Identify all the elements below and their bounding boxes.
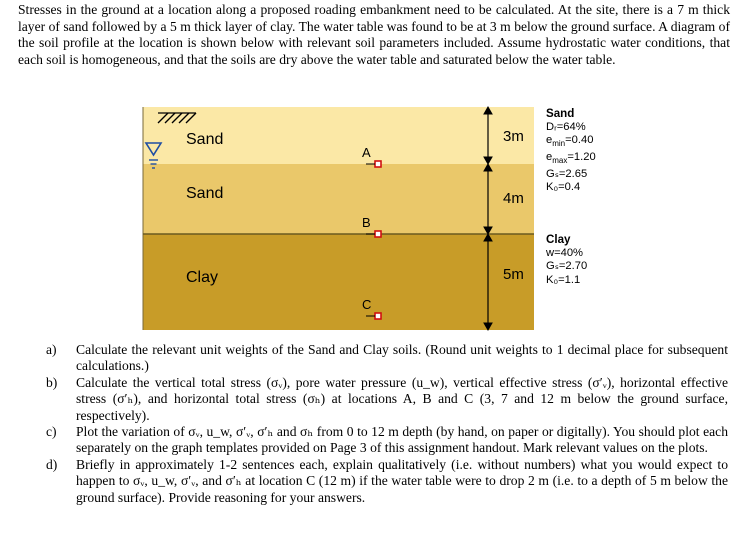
thickness-label-sand-upper: 3m xyxy=(503,128,524,145)
layer-label-clay: Clay xyxy=(186,269,219,286)
point-label-b: B xyxy=(362,215,371,230)
question-a-text: Calculate the relevant unit weights of the Sand and Clay soils. (Round unit weights to 1 decimal place for subsequent calculations.) xyxy=(76,342,728,374)
intro-paragraph: Stresses in the ground at a location along a proposed roading embankment need to be calculated. At the site, there is a 7 m thick layer of sand followed by a 5 m thick layer of clay. The water table was found to be at 3 m below the ground surface. A diagram of the soil profile at the location is shown below with relevant soil parameters included. Assume hydrostatic water conditions, that each soil is homogeneous, and that the soils are dry above the water table and saturated below the water table. xyxy=(18,2,730,67)
point-label-c: C xyxy=(362,297,372,312)
sand-param-emin: $e_{min}=0.40$ xyxy=(546,134,594,149)
soil-profile-diagram xyxy=(0,97,747,337)
clay-params-title: Clay xyxy=(546,233,571,246)
sand-parameters xyxy=(546,107,596,195)
thickness-label-clay: 5m xyxy=(503,266,524,283)
question-c-label: c) xyxy=(46,424,57,440)
question-d-label: d) xyxy=(46,456,58,472)
sand-param-dr: Dᵣ=64% xyxy=(546,120,586,133)
clay-param-w: w=40% xyxy=(546,246,584,259)
question-b-text: Calculate the vertical total stress (σᵥ), pore water pressure (u_w), vertical effective stress (σ′ᵥ), horizontal effective stress (σ′ₕ), and horizontal total stress (σₕ) at locations A, B and C (3, 7 and 12 m below the ground surface, respectively). xyxy=(76,374,728,423)
point-label-a: A xyxy=(362,145,371,160)
sand-param-gs: Gₛ=2.65 xyxy=(546,167,588,180)
soil-profile-figure xyxy=(0,97,747,337)
question-c xyxy=(46,424,728,457)
clay-param-gs: Gₛ=2.70 xyxy=(546,260,588,273)
question-b-label: b) xyxy=(46,374,58,390)
point-c-marker xyxy=(375,313,381,319)
question-b xyxy=(46,375,728,424)
point-b-marker xyxy=(375,231,381,237)
sand-param-emax: $e_{max}=1.20$ xyxy=(546,151,596,166)
layer-label-sand-upper: Sand xyxy=(186,131,224,148)
question-a xyxy=(46,342,728,375)
thickness-label-sand-lower: 4m xyxy=(503,190,524,207)
question-d-text: Briefly in approximately 1-2 sentences each, explain qualitatively (i.e. without numbers) what you would expect to happen to σᵥ, u_w, σ′ᵥ, and σ′ₕ at location C (12 m) if the water table were to drop 2 m (i.e. to a depth of 5 m below the ground surface). Provide reasoning for your answers. xyxy=(76,456,728,505)
sand-param-k0: K₀=0.4 xyxy=(546,181,581,194)
layer-label-sand-lower: Sand xyxy=(186,185,224,202)
question-d xyxy=(46,457,728,506)
point-a-marker xyxy=(375,161,381,167)
sand-params-title: Sand xyxy=(546,107,575,120)
clay-parameters xyxy=(546,233,587,287)
question-a-label: a) xyxy=(46,342,57,357)
clay-param-k0: K₀=1.1 xyxy=(546,273,581,286)
question-c-text: Plot the variation of σᵥ, u_w, σ′ᵥ, σ′ₕ and σₕ from 0 to 12 m depth (by hand, on paper or digitally). You should plot each separately on the graph templates provided on Page 3 of this assignment handout. Mark relevant values on the plots. xyxy=(76,424,728,456)
question-list xyxy=(46,342,728,506)
